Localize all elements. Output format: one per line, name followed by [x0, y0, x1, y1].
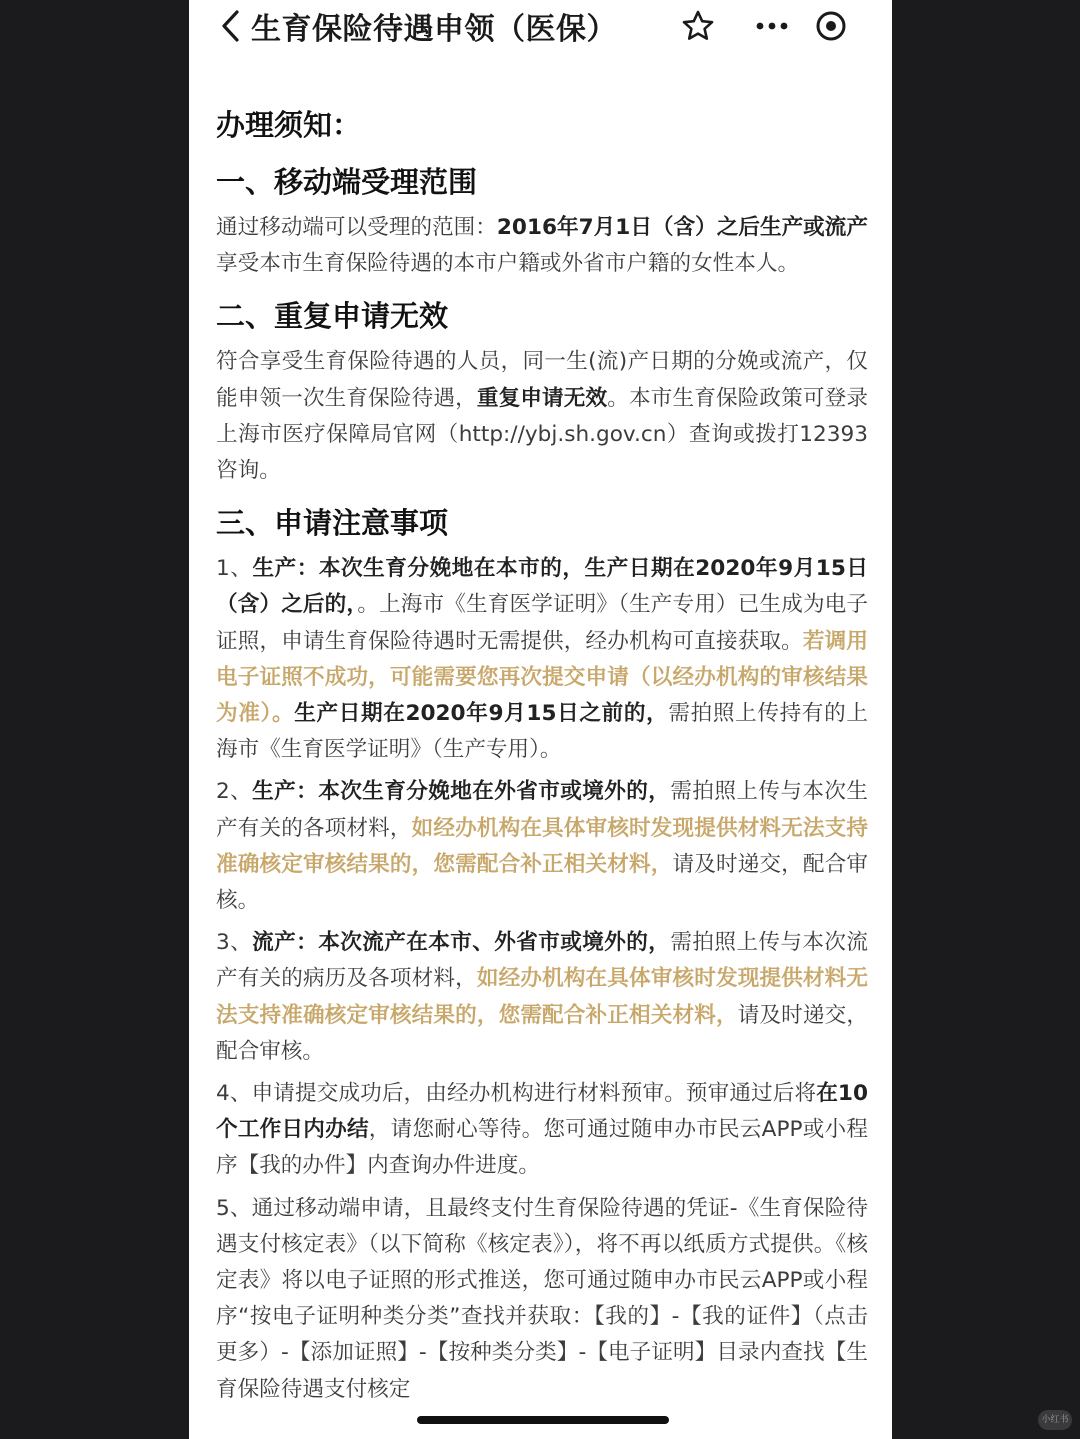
- text: 通过移动端可以受理的范围：: [216, 215, 497, 240]
- note-item-4: [216, 1076, 868, 1185]
- text: 5、通过移动端申请，且最终支付生育保险待遇的凭证-《生育保险待遇支付核定表》（以下简称《核定表》），将不再以纸质方式提供。《核定表》将以电子证照的形式推送，您可通过随申办市民云APP或小程序“按电子证明种类分类”查找并获取：【我的】-【我的证件】（点击更多）-【添加证照】-【按种类分类】-【电子证明】目录内查找【生育保险待遇支付核定: [216, 1195, 868, 1402]
- section-title-duplicate: 二、重复申请无效: [216, 299, 449, 334]
- section-title-notes: 三、申请注意事项: [216, 506, 449, 541]
- section-duplicate-text: [216, 344, 868, 489]
- text: 需拍照上传持有的上海市《生育医学证明》（生产专用）。: [216, 701, 868, 763]
- note-item-1: [216, 551, 868, 768]
- section-scope-text: [216, 210, 868, 282]
- record-icon: [811, 8, 851, 44]
- text-bold: 生产：本次生育分娩地在本市的，生产日期在2020年9月15日（含）之后的，: [216, 556, 868, 618]
- text-bold: 重复申请无效: [476, 385, 608, 411]
- text: 需拍照上传与本次流产有关的病历及各项材料，: [216, 930, 868, 992]
- watermark-logo: 小红书: [1038, 1410, 1072, 1430]
- phone-screen: [189, 0, 892, 1439]
- notice-content: [216, 92, 868, 1414]
- home-indicator[interactable]: [417, 1416, 669, 1424]
- more-icon: [752, 8, 792, 44]
- text-highlight: 若调用电子证照不成功，可能需要您再次提交申请（以经办机构的审核结果为准）。: [216, 628, 868, 727]
- text: 符合享受生育保险待遇的人员，同一生(流)产日期的分娩或流产，仅能申领一次生育保险待遇，: [216, 349, 868, 411]
- favorite-button[interactable]: [678, 8, 718, 44]
- star-icon: [678, 8, 718, 44]
- text-bold: 生产日期在2020年9月15日之前的，: [294, 701, 669, 727]
- notice-heading: 办理须知：: [216, 108, 362, 142]
- page-title: 生育保险待遇申领（医保）: [251, 12, 617, 47]
- item-number: 2、: [216, 779, 253, 805]
- text: 请及时递交，配合审核。: [216, 1002, 868, 1064]
- text-bold: 2016年7月1日（含）之后生产或流产: [496, 215, 868, 240]
- text: ，请您耐心等待。您可通过随申办市民云APP或小程序【我的办件】内查询办件进度。: [216, 1117, 868, 1179]
- chevron-left-icon: [217, 6, 247, 46]
- item-number: 3、: [216, 930, 253, 956]
- navbar: [189, 0, 892, 58]
- text-bold: 流产：本次流产在本市、外省市或境外的，: [252, 930, 671, 956]
- text-bold: 在10个工作日内办结: [216, 1081, 868, 1143]
- text-highlight: 如经办机构在具体审核时发现提供材料无法支持准确核定审核结果的，您需配合补正相关材料，: [216, 815, 868, 877]
- text: 请及时递交，配合审核。: [216, 851, 868, 914]
- more-button[interactable]: [752, 8, 792, 44]
- section-title-scope: 一、移动端受理范围: [216, 165, 478, 199]
- text: 需拍照上传与本次生产有关的各项材料，: [216, 779, 868, 841]
- note-item-5: [216, 1191, 868, 1408]
- text: 。本市生育保险政策可登录上海市医疗保障局官网（http://ybj.sh.gov.cn）查询或拨打12393咨询。: [216, 385, 868, 484]
- text-bold: 生产：本次生育分娩地在外省市或境外的，: [252, 779, 671, 805]
- text: 4、申请提交成功后，由经办机构进行材料预审。预审通过后将: [216, 1081, 817, 1107]
- note-item-3: [216, 925, 868, 1070]
- text: 享受本市生育保险待遇的本市户籍或外省市户籍的女性本人。: [216, 251, 800, 277]
- text-highlight: 如经办机构在具体审核时发现提供材料无法支持准确核定审核结果的，您需配合补正相关材料，: [216, 966, 868, 1028]
- back-button[interactable]: [217, 6, 247, 46]
- note-item-2: [216, 774, 868, 919]
- close-miniprogram-button[interactable]: [811, 8, 851, 44]
- text: 。上海市《生育医学证明》（生产专用）已生成为电子证照，申请生育保险待遇时无需提供，经办机构可直接获取。: [216, 592, 869, 654]
- item-number: 1、: [216, 556, 253, 582]
